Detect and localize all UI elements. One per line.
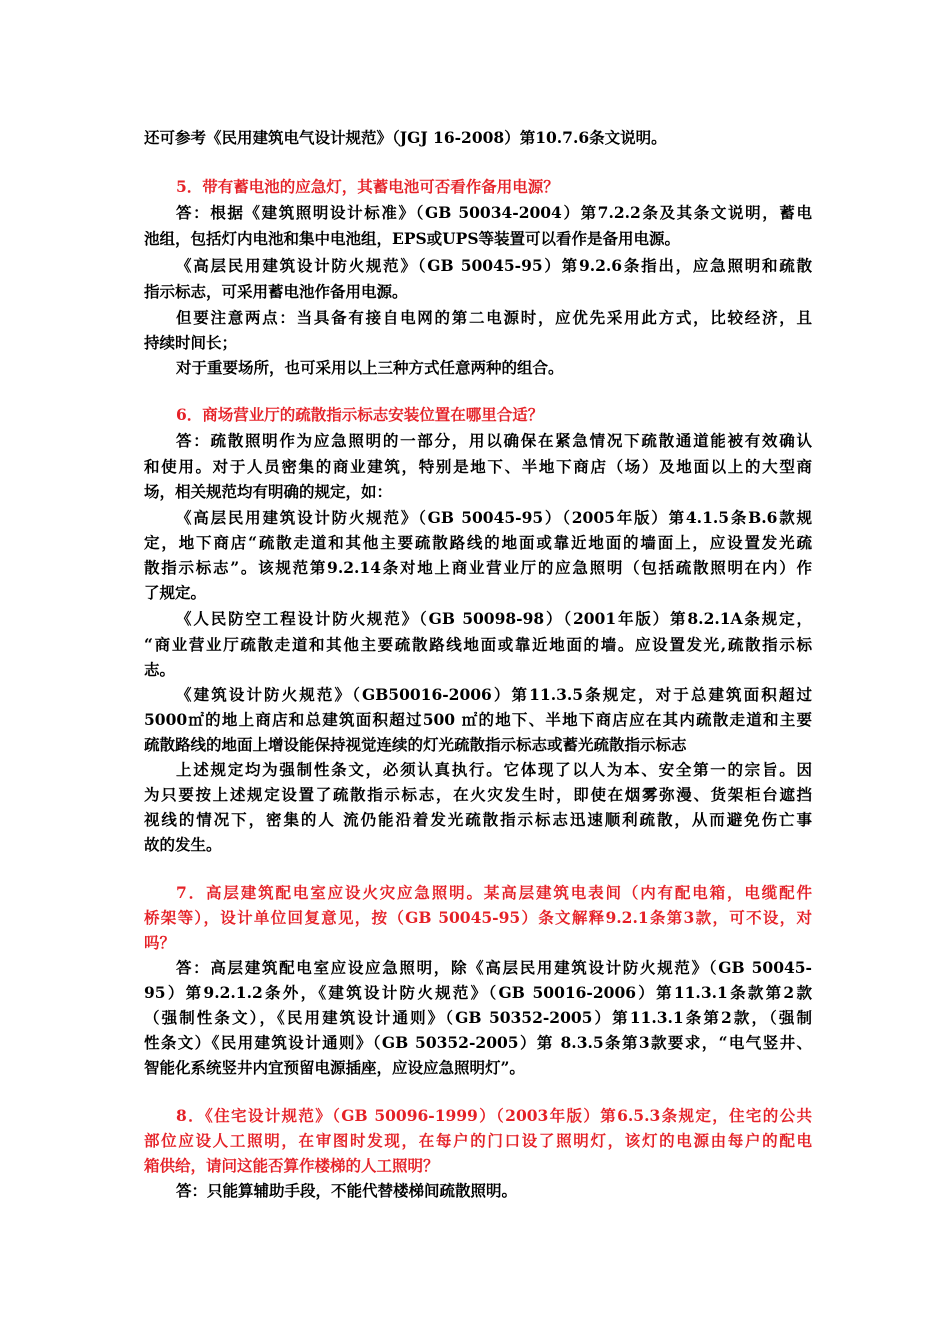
question-5-heading: 5．带有蓄电池的应急灯，其蓄电池可否看作备用电源？ — [176, 177, 559, 196]
question-7-heading: 桥架等），设计单位回复意见，按（GB 50045-95）条文解释9.2.1条第3款，可不设，对 — [144, 908, 812, 927]
answer-6-line: 为只要按上述规定设置了疏散指示标志，在火灾发生时，即使在烟雾弥漫、货架柜台遮挡 — [144, 785, 812, 804]
answer-6-line: 志。 — [144, 660, 176, 679]
question-7-heading: 7．高层建筑配电室应设火灾应急照明。某高层建筑电表间（内有配电箱，电缆配件 — [176, 883, 812, 902]
answer-6-line: 上述规定均为强制性条文，必须认真执行。它体现了以人为本、安全第一的宗旨。因 — [176, 760, 812, 779]
answer-7-line: 性条文）《民用建筑设计通则》（GB 50352-2005）第 8.3.5条第3款要求，“电气竖井、 — [144, 1033, 812, 1052]
answer-5-line: 《高层民用建筑设计防火规范》（GB 50045-95）第9.2.6条指出，应急照明和疏散 — [176, 256, 812, 275]
answer-6-line: 了规定。 — [144, 583, 207, 602]
answer-6-line: 和使用。对于人员密集的商业建筑，特别是地下、半地下商店（场）及地面以上的大型商 — [144, 457, 812, 476]
answer-7-line: 答：高层建筑配电室应设应急照明，除《高层民用建筑设计防火规范》（GB 50045- — [176, 958, 812, 977]
answer-6-line: “商业营业厅疏散走道和其他主要疏散路线地面或靠近地面的墙。应设置发光,疏散指示标 — [144, 635, 812, 654]
answer-6-line: 5000㎡的地上商店和总建筑面积超过500 ㎡的地下、半地下商店应在其内疏散走道和主要 — [144, 710, 812, 729]
answer-5-line: 答：根据《建筑照明设计标准》（GB 50034-2004）第7.2.2条及其条文说明，蓄电 — [176, 203, 812, 222]
answer-6-line: 故的发生。 — [144, 835, 222, 854]
question-6-heading: 6．商场营业厅的疏散指示标志安装位置在哪里合适？ — [176, 405, 544, 424]
question-8-heading: 8．《住宅设计规范》（GB 50096-1999）（2003年版）第6.5.3条规定，住宅的公共 — [176, 1106, 812, 1125]
answer-6-line: 《人民防空工程设计防火规范》（GB 50098-98）（2001年版）第8.2.1A条规定， — [176, 609, 812, 628]
answer-6-line: 《高层民用建筑设计防火规范》（GB 50045-95）（2005年版）第4.1.5条B.6款规 — [176, 508, 812, 527]
answer-7-line: 智能化系统竖井内宜预留电源插座，应设应急照明灯”。 — [144, 1058, 525, 1077]
answer-6-line: 散指示标志”。该规范第9.2.14条对地上商业营业厅的应急照明（包括疏散照明在内）作 — [144, 558, 812, 577]
answer-8-line: 答：只能算辅助手段，不能代替楼梯间疏散照明。 — [176, 1181, 518, 1200]
question-7-heading: 吗？ — [144, 933, 176, 952]
answer-5-line: 持续时间长； — [144, 333, 238, 352]
question-8-heading: 箱供给，请问这能否算作楼梯的人工照明？ — [144, 1156, 439, 1175]
answer-6-line: 视线的情况下，密集的人 流仍能沿着发光疏散指示标志迅速顺利疏散，从而避免伤亡事 — [144, 810, 812, 829]
text-line: 还可参考《民用建筑电气设计规范》（JGJ 16-2008）第10.7.6条文说明。 — [144, 128, 667, 147]
answer-6-line: 场，相关规范均有明确的规定，如： — [144, 482, 393, 501]
answer-5-line: 池组，包括灯内电池和集中电池组，EPS或UPS等装置可以看作是备用电源。 — [144, 229, 681, 248]
answer-5-line: 对于重要场所，也可采用以上三种方式任意两种的组合。 — [176, 358, 564, 377]
answer-7-line: （强制性条文），《民用建筑设计通则》（GB 50352-2005）第11.3.1条第2款，（强制 — [144, 1008, 812, 1027]
answer-6-line: 答：疏散照明作为应急照明的一部分，用以确保在紧急情况下疏散通道能被有效确认 — [176, 431, 812, 450]
answer-6-line: 定，地下商店“疏散走道和其他主要疏散路线的地面或靠近地面的墙面上，应设置发光疏 — [144, 533, 812, 552]
answer-5-line: 指示标志，可采用蓄电池作备用电源。 — [144, 282, 408, 301]
answer-5-line: 但要注意两点：当具备有接自电网的第二电源时，应优先采用此方式，比较经济，且 — [176, 308, 812, 327]
answer-7-line: 95）第9.2.1.2条外，《建筑设计防火规范》（GB 50016-2006）第11.3.1条款第2款 — [144, 983, 812, 1002]
answer-6-line: 疏散路线的地面上增设能保持视觉连续的灯光疏散指示标志或蓄光疏散指示标志 — [144, 735, 687, 754]
question-8-heading: 部位应设人工照明，在审图时发现，在每户的门口设了照明灯，该灯的电源由每户的配电 — [144, 1131, 812, 1150]
answer-6-line: 《建筑设计防火规范》（GB50016-2006）第11.3.5条规定，对于总建筑面积超过 — [176, 685, 812, 704]
